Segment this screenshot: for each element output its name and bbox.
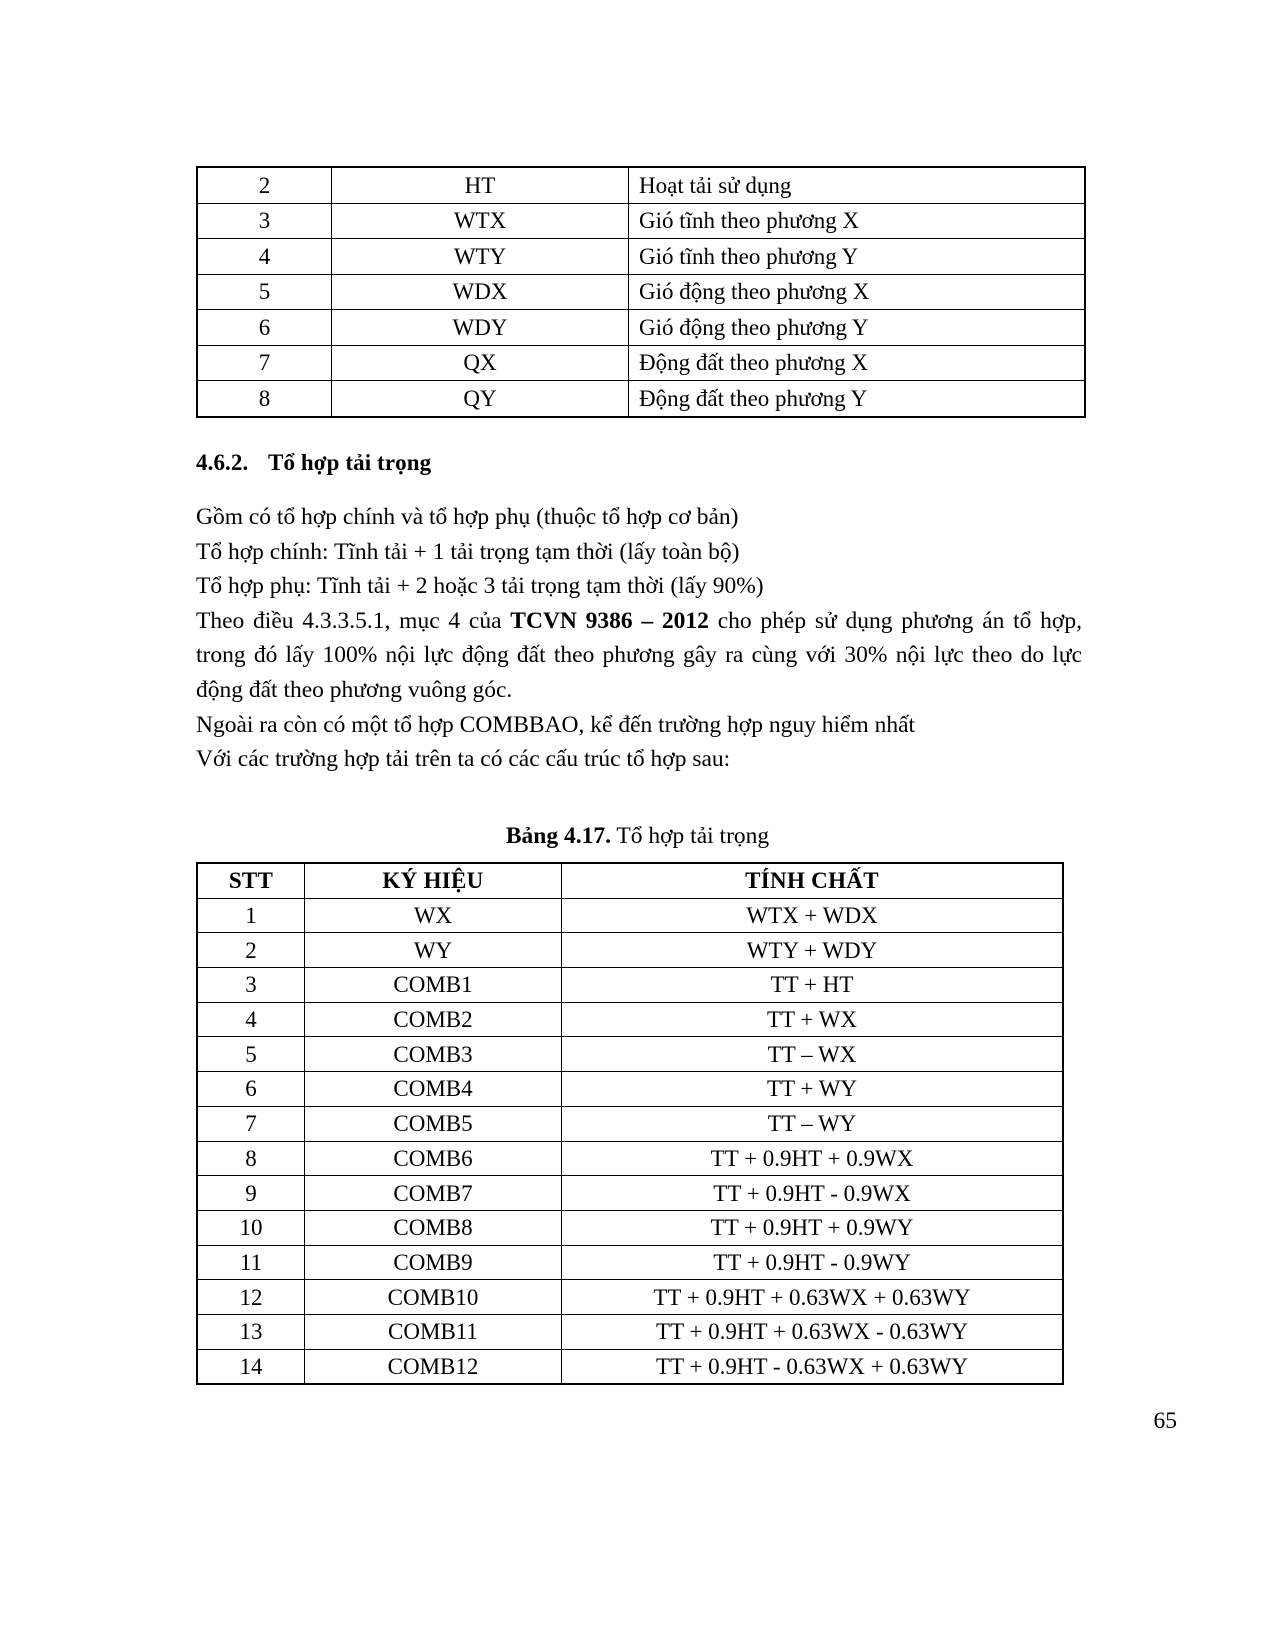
combination-property: TT + 0.9HT + 0.9WX — [562, 1141, 1064, 1176]
column-header-property: TÍNH CHẤT — [562, 863, 1064, 898]
table-row — [197, 1106, 1063, 1141]
page-number: 65 — [1153, 1408, 1177, 1434]
combination-number: 14 — [197, 1349, 305, 1384]
combination-property: WTY + WDY — [562, 933, 1064, 968]
table-row — [197, 1314, 1063, 1349]
load-case-number: 5 — [197, 274, 332, 310]
combination-number: 12 — [197, 1280, 305, 1315]
combination-number: 6 — [197, 1072, 305, 1107]
table-row — [197, 203, 1085, 239]
load-case-symbol: WTX — [332, 203, 629, 239]
combination-number: 13 — [197, 1314, 305, 1349]
combination-number: 8 — [197, 1141, 305, 1176]
table-row — [197, 167, 1085, 203]
load-case-symbol: WDY — [332, 310, 629, 346]
combination-symbol: COMB6 — [305, 1141, 562, 1176]
combination-property: TT + WY — [562, 1072, 1064, 1107]
combination-number: 2 — [197, 933, 305, 968]
table-row — [197, 898, 1063, 933]
combination-property: TT + 0.9HT + 0.63WX + 0.63WY — [562, 1280, 1064, 1315]
table-row — [197, 1349, 1063, 1384]
load-case-symbol: WTY — [332, 239, 629, 275]
paragraph-2: Tổ hợp chính: Tĩnh tải + 1 tải trọng tạm thời (lấy toàn bộ) — [196, 538, 740, 565]
load-case-description: Gió tĩnh theo phương X — [629, 203, 1086, 239]
combination-number: 5 — [197, 1037, 305, 1072]
load-case-symbol: WDX — [332, 274, 629, 310]
load-case-symbol: HT — [332, 167, 629, 203]
combination-property: TT – WY — [562, 1106, 1064, 1141]
load-case-number: 8 — [197, 381, 332, 417]
load-case-number: 7 — [197, 345, 332, 381]
load-cases-table-body — [197, 167, 1085, 417]
paragraph-4 — [196, 604, 1082, 708]
combination-symbol: COMB5 — [305, 1106, 562, 1141]
table-row — [197, 310, 1085, 346]
combination-symbol: COMB10 — [305, 1280, 562, 1315]
load-combinations-table-head — [197, 863, 1063, 898]
table-row — [197, 968, 1063, 1003]
paragraph-4-part-1: Theo điều 4.3.3.5.1, mục 4 của — [196, 607, 511, 634]
table-caption — [0, 823, 1275, 850]
section-number: 4.6.2. — [196, 450, 249, 475]
combination-property: TT + 0.9HT + 0.63WX - 0.63WY — [562, 1314, 1064, 1349]
paragraph-6: Với các trường hợp tải trên ta có các cấu trúc tổ hợp sau: — [196, 746, 731, 773]
load-case-number: 3 — [197, 203, 332, 239]
table-row — [197, 1280, 1063, 1315]
table-row — [197, 381, 1085, 417]
load-case-description: Gió tĩnh theo phương Y — [629, 239, 1086, 275]
table-row — [197, 1176, 1063, 1211]
table-row — [197, 239, 1085, 275]
combination-number: 9 — [197, 1176, 305, 1211]
load-case-number: 6 — [197, 310, 332, 346]
combination-symbol: WX — [305, 898, 562, 933]
column-header-symbol: KÝ HIỆU — [305, 863, 562, 898]
column-header-stt: STT — [197, 863, 305, 898]
combination-symbol: COMB1 — [305, 968, 562, 1003]
table-row — [197, 1002, 1063, 1037]
combination-number: 4 — [197, 1002, 305, 1037]
combination-number: 11 — [197, 1245, 305, 1280]
paragraph-1: Gồm có tổ hợp chính và tổ hợp phụ (thuộc tổ hợp cơ bản) — [196, 504, 739, 530]
combination-property: WTX + WDX — [562, 898, 1064, 933]
load-cases-table — [196, 166, 1086, 418]
combination-symbol: COMB7 — [305, 1176, 562, 1211]
table-row — [197, 345, 1085, 381]
combination-number: 3 — [197, 968, 305, 1003]
load-combinations-table — [196, 862, 1064, 1385]
paragraph-4-part-2: cho phép sử dụng phương án tổ hợp, trong đó lấy 100% nội lực động đất theo phương gây ra cùng với 30% nội lực theo do lực động đất theo phương vuông góc. — [196, 607, 1082, 703]
combination-symbol: WY — [305, 933, 562, 968]
combination-number: 7 — [197, 1106, 305, 1141]
combination-symbol: COMB12 — [305, 1349, 562, 1384]
combination-property: TT + 0.9HT - 0.9WX — [562, 1176, 1064, 1211]
table-caption-label: Bảng 4.17. — [505, 823, 611, 849]
load-case-symbol: QX — [332, 345, 629, 381]
table-row — [197, 1245, 1063, 1280]
load-combinations-table-body — [197, 898, 1063, 1384]
combination-property: TT – WX — [562, 1037, 1064, 1072]
load-case-description: Hoạt tải sử dụng — [629, 167, 1086, 203]
combination-symbol: COMB8 — [305, 1210, 562, 1245]
table-row — [197, 933, 1063, 968]
table-row — [197, 1037, 1063, 1072]
combination-number: 10 — [197, 1210, 305, 1245]
table-row — [197, 1210, 1063, 1245]
combination-property: TT + 0.9HT - 0.63WX + 0.63WY — [562, 1349, 1064, 1384]
combination-symbol: COMB3 — [305, 1037, 562, 1072]
load-case-description: Gió động theo phương Y — [629, 310, 1086, 346]
paragraph-5: Ngoài ra còn có một tổ hợp COMBBAO, kể đến trường hợp nguy hiểm nhất — [196, 711, 916, 738]
combination-symbol: COMB9 — [305, 1245, 562, 1280]
combination-property: TT + 0.9HT + 0.9WY — [562, 1210, 1064, 1245]
combination-property: TT + HT — [562, 968, 1064, 1003]
table-header-row — [197, 863, 1063, 898]
load-case-description: Động đất theo phương Y — [629, 381, 1086, 417]
load-case-description: Gió động theo phương X — [629, 274, 1086, 310]
section-title: Tổ hợp tải trọng — [268, 450, 432, 475]
combination-property: TT + WX — [562, 1002, 1064, 1037]
table-row — [197, 1141, 1063, 1176]
load-case-description: Động đất theo phương X — [629, 345, 1086, 381]
table-caption-text: Tổ hợp tải trọng — [610, 823, 770, 849]
paragraph-3: Tổ hợp phụ: Tĩnh tải + 2 hoặc 3 tải trọng tạm thời (lấy 90%) — [196, 573, 764, 600]
table-row — [197, 1072, 1063, 1107]
combination-symbol: COMB2 — [305, 1002, 562, 1037]
combination-property: TT + 0.9HT - 0.9WY — [562, 1245, 1064, 1280]
standard-reference: TCVN 9386 – 2012 — [510, 607, 709, 634]
table-row — [197, 274, 1085, 310]
load-case-symbol: QY — [332, 381, 629, 417]
body-text — [196, 500, 1082, 777]
combination-number: 1 — [197, 898, 305, 933]
combination-symbol: COMB4 — [305, 1072, 562, 1107]
section-heading — [196, 450, 431, 476]
load-case-number: 4 — [197, 239, 332, 275]
load-case-number: 2 — [197, 167, 332, 203]
combination-symbol: COMB11 — [305, 1314, 562, 1349]
